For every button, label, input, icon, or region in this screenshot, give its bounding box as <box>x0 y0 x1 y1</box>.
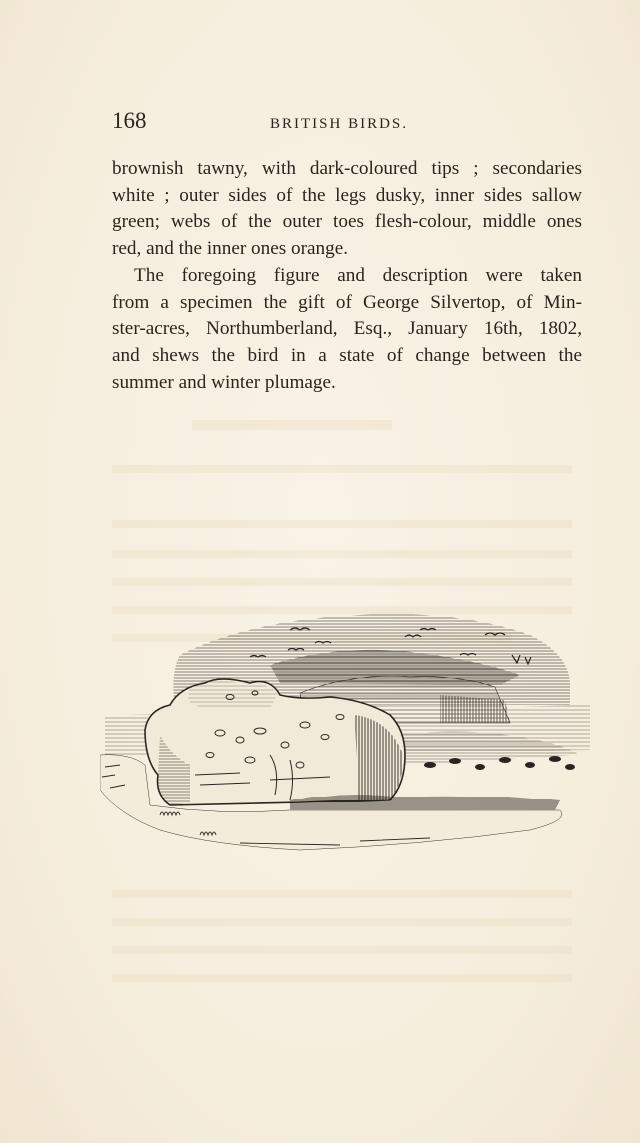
text-line: summer and winter plumage. <box>112 371 336 393</box>
text-line: ster-acres, Northumberland, Esq., January 16th, 1802, <box>112 318 582 340</box>
body-text <box>112 156 582 396</box>
text-line: red, and the inner ones orange. <box>112 238 349 260</box>
running-head: BRITISH BIRDS. <box>270 116 409 132</box>
coastal-rocks-vignette <box>100 605 595 860</box>
text-line: and shews the bird in a state of change between the <box>112 344 582 366</box>
page-header <box>112 108 582 140</box>
text-line: brownish tawny, with dark-coloured tips ; secondaries <box>112 158 582 179</box>
page-number: 168 <box>112 108 147 133</box>
text-line: green; webs of the outer toes flesh-colour, middle ones <box>112 211 582 233</box>
text-line: from a specimen the gift of George Silvertop, of Min- <box>112 291 582 313</box>
text-line: The foregoing figure and description were taken <box>134 264 582 286</box>
text-line: white ; outer sides of the legs dusky, inner sides sallow <box>112 184 582 206</box>
